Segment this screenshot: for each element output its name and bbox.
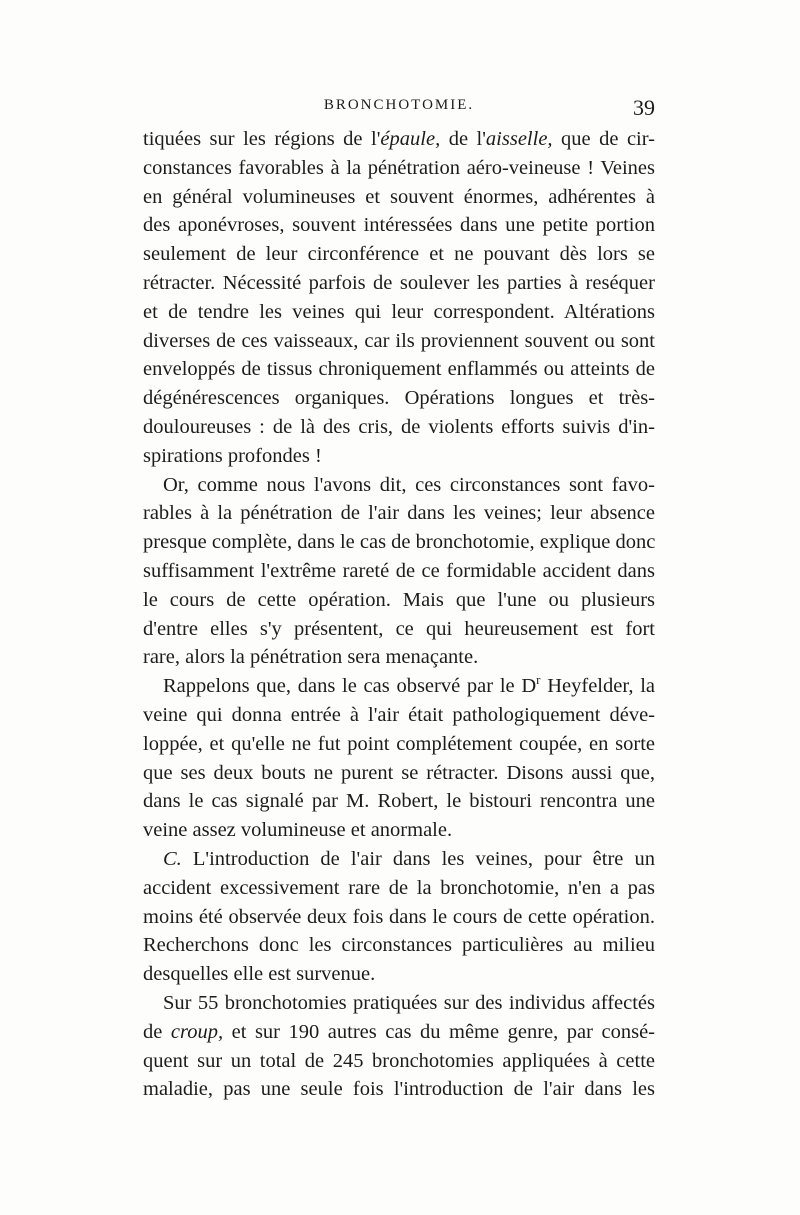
text-segment: suffisamment l'extrême rareté de ce formidable accident dans xyxy=(143,559,655,582)
text-segment: accident excessivement rare de la bronchotomie, n'en a pas xyxy=(143,876,655,899)
text-segment: quent sur un total de 245 bronchotomies appliquées à cette xyxy=(143,1049,655,1072)
text-line xyxy=(143,413,655,442)
text-segment: spirations profondes ! xyxy=(143,444,322,467)
text-line xyxy=(143,643,655,672)
text-line xyxy=(143,586,655,615)
paragraph xyxy=(143,672,655,845)
text-line xyxy=(143,557,655,586)
text-segment: veine assez volumineuse et anormale. xyxy=(143,819,453,842)
text-line xyxy=(143,384,655,413)
text-segment: rétracter. Nécessité parfois de soulever les parties à reséquer xyxy=(143,271,655,294)
text-line xyxy=(143,528,655,557)
text-line xyxy=(143,960,655,989)
text-segment: en général volumineuses et souvent énormes, adhérentes à xyxy=(143,185,655,208)
text-segment: Heyfelder, la xyxy=(540,675,655,698)
text-line xyxy=(143,327,655,356)
text-line xyxy=(143,125,655,154)
text-line xyxy=(143,816,655,845)
text-segment: que de cir- xyxy=(552,128,655,150)
text-segment: et de tendre les veines qui leur correspondent. Altérations xyxy=(143,300,655,323)
text-line xyxy=(143,499,655,528)
text-segment: rables à la pénétration de l'air dans les veines; leur absence xyxy=(143,502,655,525)
page-number: 39 xyxy=(633,95,655,120)
text-line xyxy=(143,874,655,903)
text-segment: le cours de cette opération. Mais que l'une ou plusieurs xyxy=(143,588,655,611)
paragraph xyxy=(143,471,655,673)
text-segment: rare, alors la pénétration sera menaçante. xyxy=(143,646,479,669)
text-segment: loppée, et qu'elle ne fut point complétement coupée, en sorte xyxy=(143,732,655,755)
italic-text: aisselle, xyxy=(485,128,553,150)
text-line xyxy=(143,989,655,1018)
paragraph xyxy=(143,125,655,471)
italic-text: épaule, xyxy=(380,128,441,150)
text-segment: de l' xyxy=(440,128,486,150)
text-segment: moins été observée deux fois dans le cours de cette opération. xyxy=(143,905,655,928)
text-line xyxy=(143,845,655,874)
text-segment: presque complète, dans le cas de bronchotomie, explique donc xyxy=(143,531,656,554)
text-segment: Or, comme nous l'avons dit, ces circonstances sont favo- xyxy=(163,473,655,496)
paragraph xyxy=(143,989,655,1104)
text-segment: tiquées sur les régions de l' xyxy=(143,128,381,150)
text-segment: Recherchons donc les circonstances particulières au milieu xyxy=(143,934,655,957)
page-header xyxy=(143,95,655,125)
text-line xyxy=(143,903,655,932)
italic-text: C. xyxy=(163,847,182,870)
text-segment: L'introduction de l'air dans les veines, pour être un xyxy=(181,847,655,870)
text-line xyxy=(143,701,655,730)
text-segment: enveloppés de tissus chroniquement enflammés ou atteints de xyxy=(143,358,655,381)
text-line xyxy=(143,1018,655,1047)
text-segment: diverses de ces vaisseaux, car ils proviennent souvent ou sont xyxy=(143,329,655,352)
text-line xyxy=(143,298,655,327)
text-line xyxy=(143,730,655,759)
text-segment: constances favorables à la pénétration aéro-veineuse ! Veines xyxy=(143,156,655,179)
text-segment: et sur 190 autres cas du même genre, par consé- xyxy=(223,1020,656,1043)
text-segment: desquelles elle est survenue. xyxy=(143,963,376,986)
text-segment: maladie, pas une seule fois l'introduction de l'air dans les xyxy=(143,1078,655,1101)
text-line xyxy=(143,240,655,269)
text-segment: dans le cas signalé par M. Robert, le bistouri rencontra une xyxy=(143,790,655,813)
text-line xyxy=(143,355,655,384)
text-segment: Rappelons que, dans le cas observé par le D xyxy=(163,675,537,698)
running-title: BRONCHOTOMIE. xyxy=(323,97,475,113)
text-segment: Sur 55 bronchotomies pratiquées sur des individus affectés xyxy=(163,991,655,1014)
text-segment: douloureuses : de là des cris, de violents efforts suivis d'in- xyxy=(143,415,655,438)
text-line xyxy=(143,183,655,212)
text-line xyxy=(143,154,655,183)
text-line xyxy=(143,615,655,644)
text-segment: veine qui donna entrée à l'air était pathologiquement déve- xyxy=(143,703,655,726)
text-line xyxy=(143,471,655,500)
text-line xyxy=(143,442,655,471)
text-segment: que ses deux bouts ne purent se rétracter. Disons aussi que, xyxy=(143,761,655,784)
text-line xyxy=(143,759,655,788)
text-segment: de xyxy=(143,1020,171,1043)
body-text xyxy=(143,125,655,1104)
text-line xyxy=(143,1075,655,1104)
paragraph xyxy=(143,845,655,989)
text-line xyxy=(143,787,655,816)
text-segment: seulement de leur circonférence et ne pouvant dès lors se xyxy=(143,243,655,266)
text-segment: dégénérescences organiques. Opérations longues et très- xyxy=(143,387,655,410)
text-line xyxy=(143,211,655,240)
text-line xyxy=(143,269,655,298)
superscript-text: r xyxy=(536,672,541,688)
text-line xyxy=(143,931,655,960)
text-line xyxy=(143,1047,655,1076)
text-line xyxy=(143,672,655,701)
text-segment: des aponévroses, souvent intéressées dans une petite portion xyxy=(143,214,655,237)
italic-text: croup, xyxy=(170,1020,224,1043)
text-segment: d'entre elles s'y présentent, ce qui heureusement est fort xyxy=(143,617,655,640)
